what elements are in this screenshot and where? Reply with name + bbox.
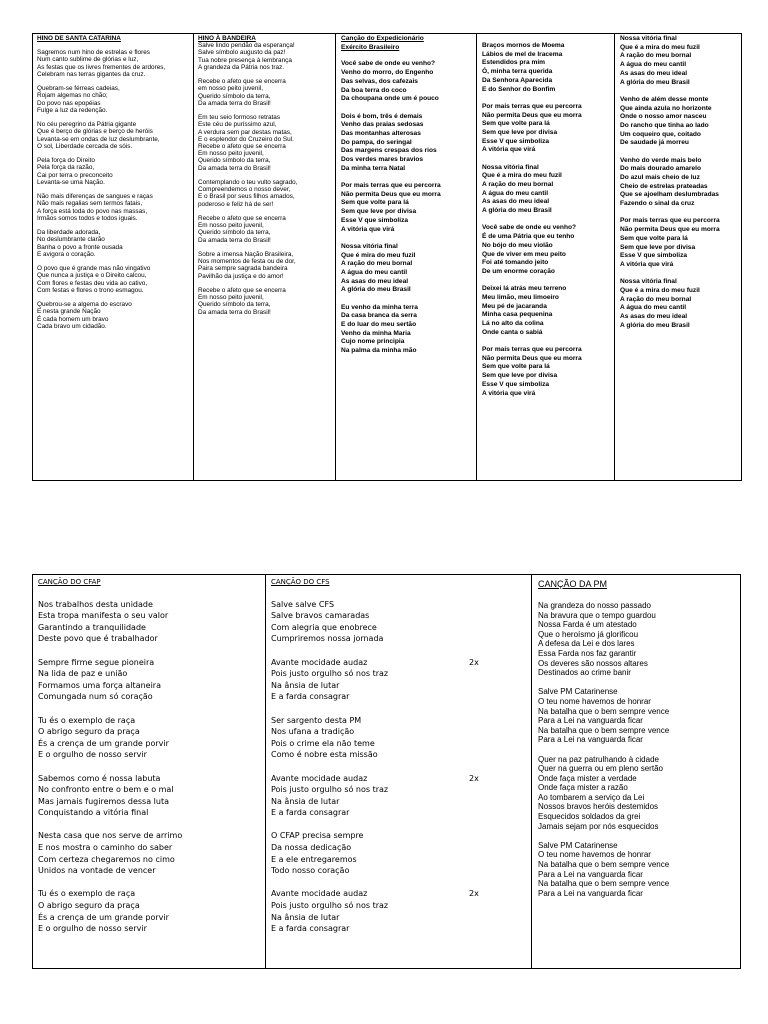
stanza: Você sabe de onde eu venho? É de uma Pátria que eu tenho No bójo do meu violão Que de viver em meu peito Foi até tomando jeito De um enorme coração [482,224,577,275]
stanza: O CFAP precisa sempre Da nossa dedicação E a ele entregaremos Todo nosso coração [271,831,364,876]
stanza: Da liberdade adorada, No deslumbrante clarão Banha o povo a fronte ousada E avigora o coração. [37,229,123,258]
column-title: CANÇÃO DO CFAP [38,578,101,586]
stanza: Sobre a imensa Nação Brasileira, Nos momentos de festa ou de dor, Paira sempre sagrada bandeira Pavilhão da justiça e do amor! [198,251,296,280]
stanza: Sabemos como é nossa labuta No confronto entre o bem e o mal Mas jamais fugiremos dessa luta Conquistando a vitória final [38,773,174,818]
stanza-with-repeat [271,888,526,934]
cancao-expedicionario-column [335,33,477,481]
stanza: Eu venho da minha terra Da casa branca da serra E do luar do meu sertão Venho da minha Maria Cujo nome principia Na palma da minha mão [341,303,418,355]
top-lyrics-table [32,33,742,481]
stanza: Venho do verde mais belo Do mais dourado amarelo Do azul mais cheio de luz Cheio de estrelas prateadas Que se ajoelham deslumbradas Fazendo o sinal da cruz [620,156,719,208]
stanza: Em teu seio formoso retratas Este céu de puríssimo azul, A verdura sem par destas matas, E o esplendor do Cruzeiro do Sul. Recebe o afeto que se encerra Em nosso peito juvenil, Querido símbolo da terra, Da amada terra do Brasil! [198,114,294,172]
stanza: Recebe o afeto que se encerra em nosso peito juvenil, Querido símbolo da terra, Da amada terra do Brasil! [198,78,286,107]
repeat-mark: 2x [469,889,479,899]
column-title: HINO À BANDEIRA [198,35,256,42]
stanza: Por mais terras que eu percorra Não permita Deus que eu morra Sem que volte para lá Sem que leve por divisa Esse V que simboliza A vitória que virá [341,182,441,233]
stanza: Nossa vitória final Que é a mira do meu fuzil A ração do meu bornal A água do meu cantil As asas do meu ideal A glória do meu Brasil [482,163,562,215]
stanza: Sagremos num hino de estrelas e flores Num canto sublime de glórias e luz, As festas que os livres frementes de ardores, Celebram nas terras gigantes da cruz. [37,49,166,78]
stanza: Ser sargento desta PM Nos ufana a tradição Pois o crime ela não teme Como é nobre esta missão [271,715,378,760]
stanza: Recebe o afeto que se encerra Em nosso peito juvenil, Querido símbolo da terra, Da amada terra do Brasil! [198,215,286,244]
cancao-cfs-column [265,574,532,969]
stanza: Salve PM Catarinense O teu nome havemos de honrar Na batalha que o bem sempre vence Para a Lei na vanguarda ficar Na batalha que o bem sempre vence Para a Lei na vanguarda ficar [538,687,670,745]
stanza: Salve lindo pendão da esperança! Salve símbolo augusto da paz! Tua nobre presença à lembrança A grandeza da Pátria nos traz. [198,42,295,71]
stanza: Na grandeza do nosso passado Na bravura que o tempo guardou Nossa Farda é um atestado Que o heroísmo já glorificou A defesa da Lei e dos lares Essa Farda nos faz garantir Os deveres são nossos altares Destinados ao crime banir [538,601,656,678]
stanza: Por mais terras que eu percorra Não permita Deus que eu morra Sem que volte para lá Sem que leve por divisa Esse V que simboliza A vitória que virá [620,217,720,268]
stanza: Deixei lá atrás meu terreno Meu limão, meu limoeiro Meu pé de jacaranda Minha casa pequenina Lá no alto da colina Onde canta o sabiá [482,285,567,336]
repeat-mark: 2x [469,773,479,783]
bottom-lyrics-table [32,574,741,969]
stanza: Quer na paz patrulhando à cidade Quer na guerra ou em pleno sertão Onde faça mister a verdade Onde faça mister a razão Ao tombarem a serviço da Lei Nossos bravos heróis destemidos Esquecidos soldados da grei Jamais sejam por nós esquecidos [538,754,663,831]
stanza: Avante mocidade audaz Pois justo orgulho só nos traz Na ânsia de lutar E a farda consagrar [271,657,389,702]
cancao-expedicionario-final-column [614,33,742,481]
cancao-cfap-column [32,574,266,969]
stanza: Nossa vitória final Que é a mira do meu fuzil A ração do meu bornal A água do meu cantil As asas do meu ideal A glória do meu Brasil [620,278,700,329]
stanza: No céu peregrino da Pátria gigante Que é berço de glórias e berço de heróis Levanta-se em ondas de luz deslumbrante, O sol, Liberdade cercada de sóis. [37,121,160,150]
stanza: Nossa vitória final Que é mira do meu fuzil A ração do meu bornal A água do meu cantil As asas do meu ideal A glória do meu Brasil [341,242,416,294]
stanza-with-repeat [271,657,526,703]
stanza: Sempre firme segue pioneira Na lida de paz e união Formamos uma força altaneira Comungada num só coração [38,657,161,702]
stanza: Tu és o exemplo de raça O abrigo seguro da praça És a crença de um grande porvir E o orgulho de nosso servir [38,715,169,760]
stanza: Braços mornos de Moema Lábios de mel de Iracema Estendidos pra mim Ó, minha terra querida Da Senhora Aparecida E do Senhor do Bonfim [482,42,565,93]
stanza: Salve salve CFS Salve bravos camaradas Com alegria que enobrece Cumpriremos nossa jornada [271,599,384,644]
stanza: Não mais diferenças de sangues e raças Não mais regalias sem termos fatais, A força está toda do povo nas massas, Irmãos somos todos e todos iguais. [37,193,153,222]
stanza: Quebrou-se a algema do escravo E nesta grande Nação É cada homem um bravo Cada bravo um cidadão. [37,301,132,330]
stanza: O povo que é grande mas não vingativo Que nunca a justiça e o Direito calcou, Com flores e festas deu vida ao cativo, Com festas e flores o trono esmagou. [37,265,151,294]
stanza: Avante mocidade audaz Pois justo orgulho só nos traz Na ânsia de lutar E a farda consagrar [271,889,389,934]
cancao-pm-column [531,574,741,969]
stanza: Dois é bom, três é demais Venho das praias sedosas Das montanhas alterosas Do pampa, do seringal Das margens crespas dos rios Dos verdes mares bravios Da minha terra Natal [341,112,437,172]
column-title: Canção do Expedicionário Exército Brasileiro [341,35,424,51]
stanza: Venho de além desse monte Que ainda azula no horizonte Onde o nosso amor nasceu Do rancho que tinha ao lado Um coqueiro que, coitado De saudade já morreu [620,95,712,147]
stanza: Recebe o afeto que se encerra Em nosso peito juvenil, Querido símbolo da terra, Da amada terra do Brasil! [198,287,286,316]
repeat-mark: 2x [469,657,479,667]
stanza: Nesta casa que nos serve de arrimo E nos mostra o caminho do saber Com certeza chegaremos no cimo Unidos na vontade de vencer [38,831,183,876]
column-title: CANÇÃO DO CFS [271,578,330,586]
stanza-with-repeat [271,773,526,819]
column-title: CANÇÃO DA PM [538,579,608,589]
stanza: Quebram-se férreas cadeias, Rojam algemas no chão; Do povo nas epopéias Fulge a luz da redenção. [37,85,120,114]
cancao-expedicionario-continued-column [476,33,615,481]
hino-santa-catarina-column [32,33,194,481]
stanza: Pela força do Direito Pela força da razão, Cai por terra o preconceito Levanta-se uma Nação. [37,157,113,186]
stanza: Salve PM Catarinense O teu nome havemos de honrar Na batalha que o bem sempre vence Para a Lei na vanguarda ficar Na batalha que o bem sempre vence Para a Lei na vanguarda ficar [538,840,670,898]
stanza: Avante mocidade audaz Pois justo orgulho só nos traz Na ânsia de lutar E a farda consagrar [271,773,389,818]
stanza: Por mais terras que eu percorra Não permita Deus que eu morra Sem que volte para lá Sem que leve por divisa Esse V que simboliza A vitória que virá [482,346,582,397]
stanza: Você sabe de onde eu venho? Venho do morro, do Engenho Das selvas, dos cafezais Da boa terra do coco Da choupana onde um é pouco [341,60,439,103]
stanza: Nossa vitória final Que é a mira do meu fuzil A ração do meu bornal A água do meu cantil As asas do meu ideal A glória do meu Brasil [620,35,700,86]
stanza: Contemplando o teu vulto sagrado, Compreendemos o nosso dever, E o Brasil por seus filhos amados, poderoso e feliz há de ser! [198,179,298,208]
stanza: Por mais terras que eu percorra Não permita Deus que eu morra Sem que volte para lá Sem que leve por divisa Esse V que simboliza A vitória que virá [482,102,582,154]
column-title: HINO DE SANTA CATARINA [37,35,121,42]
stanza: Nos trabalhos desta unidade Esta tropa manifesta o seu valor Garantindo a tranquilidade Deste povo que é trabalhador [38,599,169,644]
stanza: Tu és o exemplo de raça O abrigo seguro da praça És a crença de um grande porvir E o orgulho de nosso servir [38,889,169,934]
hino-bandeira-column [193,33,336,481]
